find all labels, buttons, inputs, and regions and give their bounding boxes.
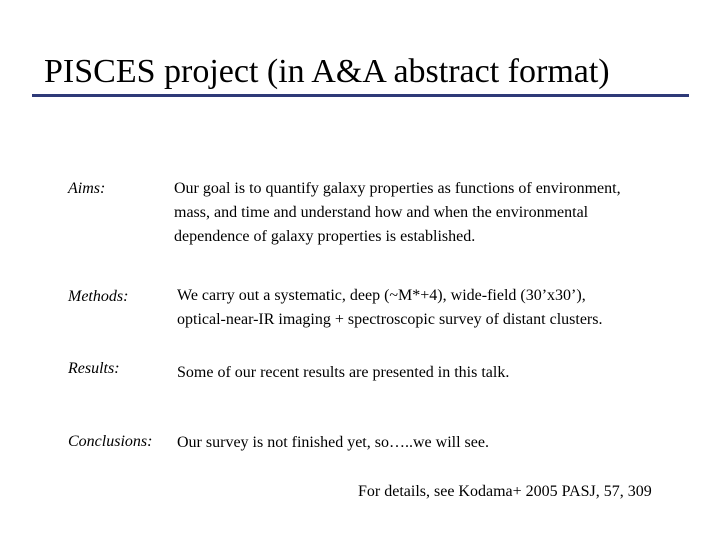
aims-text [174, 177, 621, 249]
methods-line: We carry out a systematic, deep (~M*+4), wide-field (30’x30’), [177, 287, 586, 304]
results-label: Results: [68, 360, 120, 377]
results-text [177, 361, 509, 385]
reference-note: For details, see Kodama+ 2005 PASJ, 57, 309 [358, 483, 652, 500]
aims-label: Aims: [68, 180, 106, 197]
conclusions-text [177, 431, 489, 455]
methods-text [177, 284, 602, 332]
methods-label: Methods: [68, 288, 129, 305]
results-line: Some of our recent results are presented in this talk. [177, 364, 510, 381]
aims-line: Our goal is to quantify galaxy properties as functions of environment, [174, 180, 621, 197]
aims-line: mass, and time and understand how and when the environmental [174, 204, 589, 221]
conclusions-line: Our survey is not finished yet, so…..we will see. [177, 434, 489, 451]
aims-line: dependence of galaxy properties is established. [174, 228, 476, 245]
methods-line: optical-near-IR imaging + spectroscopic survey of distant clusters. [177, 311, 603, 328]
conclusions-label: Conclusions: [68, 433, 153, 450]
title-underline [32, 94, 689, 97]
slide-title: PISCES project (in A&A abstract format) [44, 53, 610, 90]
